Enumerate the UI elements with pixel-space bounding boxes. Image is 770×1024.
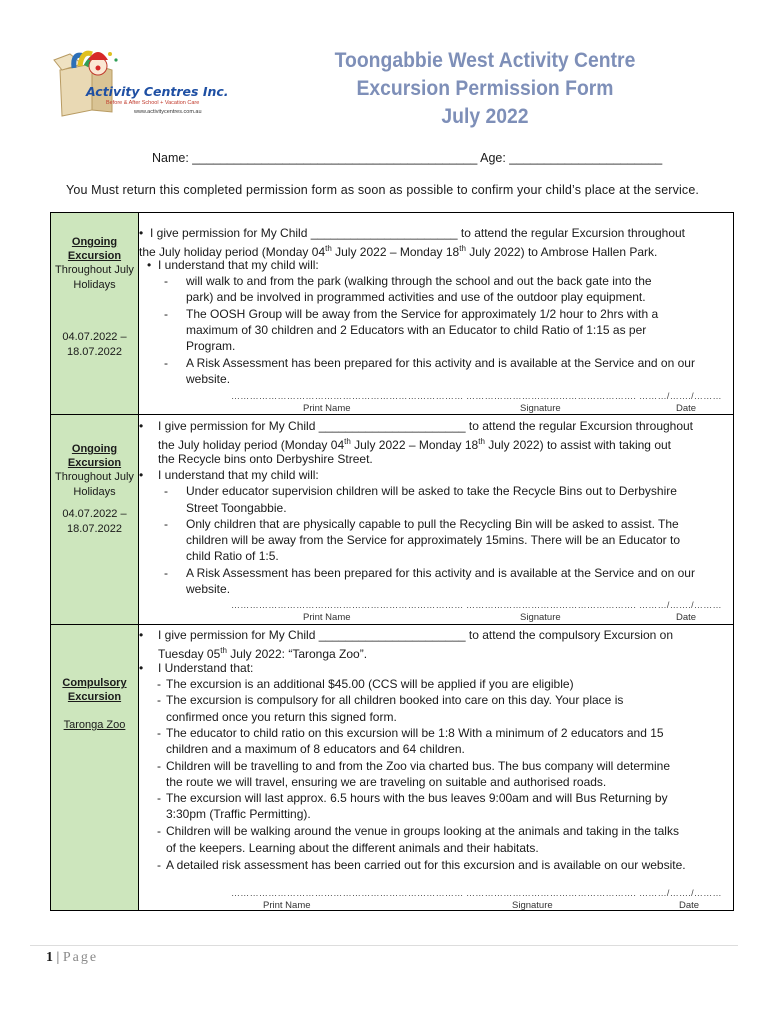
condition-line: - Children will be walking around the venue in groups looking at the animals and taking in the talks [166, 823, 679, 839]
signature-label: Signature [520, 612, 561, 623]
excursion-type-heading: Excursion [67, 691, 122, 703]
permission-text-cell [139, 415, 733, 624]
logo-tagline: Before & After School + Vacation Care [106, 100, 200, 106]
excursion-date: 04.07.2022 – [62, 331, 127, 343]
print-name-field[interactable]: ………………………………………………………………… [231, 600, 464, 610]
excursion-type-heading: Compulsory [62, 677, 127, 689]
condition-line: Program. [186, 339, 236, 353]
date-field[interactable]: ………/……./……… [639, 600, 722, 610]
print-name-field[interactable]: ………………………………………………………………… [231, 888, 464, 898]
permission-line: the Recycle bins onto Derbyshire Street. [158, 452, 373, 466]
permission-line: Tuesday 05th July 2022: “Taronga Zoo”. [158, 646, 368, 661]
return-instruction: You Must return this completed permission form as soon as possible to confirm your child’s place at the service. [66, 183, 700, 197]
name-age-field[interactable]: Name: _________________________________________ Age: ______________________ [152, 151, 663, 165]
excursion-period: Throughout July [55, 264, 134, 276]
condition-line: of the keepers. Learning about the different animals and their habitats. [166, 841, 539, 855]
permission-text-cell [139, 625, 733, 910]
page-label: Page [62, 950, 99, 965]
signature-label: Signature [512, 900, 553, 911]
signature-field[interactable]: ………………………………………………. [466, 391, 637, 401]
form-title [300, 46, 670, 130]
condition-line: - A Risk Assessment has been prepared for this activity and is available at the Service and on our [186, 565, 695, 581]
form-name: Excursion Permission Form [356, 76, 614, 100]
excursion-row-zoo [51, 625, 733, 910]
permission-line: • I give permission for My Child ______________________ to attend the regular Excursion throughout [150, 225, 685, 241]
print-name-label: Print Name [263, 900, 311, 911]
condition-line: park) and be involved in programmed activities and use of the outdoor play equipment. [186, 290, 646, 304]
excursion-date: 18.07.2022 [66, 523, 123, 535]
excursion-date: 04.07.2022 – [62, 508, 127, 520]
excursion-date: 18.07.2022 [66, 346, 123, 358]
excursion-period: Holidays [73, 279, 116, 291]
date-field[interactable]: ………/……./……… [639, 391, 722, 401]
excursion-type-heading: Ongoing [71, 443, 118, 455]
logo-website: www.activitycentres.com.au [134, 109, 202, 115]
condition-line: website. [186, 372, 231, 386]
activity-centres-logo [52, 50, 232, 130]
logo-company-name: Activity Centres Inc. [86, 84, 229, 99]
condition-line: children and a maximum of 8 educators and 64 children. [166, 742, 465, 756]
excursion-row-park [51, 213, 733, 415]
condition-line: the route we will travel, ensuring we are traveling on suitable and authorised roads. [166, 775, 607, 789]
excursion-type-cell [51, 415, 139, 624]
understand-line: • I Understand that: [158, 660, 253, 676]
condition-line: confirmed once you return this signed form. [166, 710, 397, 724]
condition-line: - The OOSH Group will be away from the Service for approximately 1/2 hour to 2hrs with a [186, 306, 658, 322]
excursion-venue: Taronga Zoo [63, 719, 126, 731]
excursion-type-cell [51, 625, 139, 910]
print-name-field[interactable]: ………………………………………………………………… [231, 391, 464, 401]
understand-line: • I understand that my child will: [158, 257, 319, 273]
condition-line: - The excursion will last approx. 6.5 hours with the bus leaves 9:00am and will Bus Returning by [166, 790, 668, 806]
date-label: Date [676, 612, 697, 623]
condition-line: - A detailed risk assessment has been carried out for this excursion and is available on our website. [166, 857, 686, 873]
signature-field[interactable]: ………………………………………………. [466, 600, 637, 610]
excursion-type-heading: Excursion [67, 457, 122, 469]
date-field[interactable]: ………/……./……… [639, 888, 722, 898]
condition-line: Street Toongabbie. [186, 501, 287, 515]
condition-line: - The excursion is compulsory for all children booked into care on this day. Your place is [166, 692, 623, 708]
permission-line: • I give permission for My Child ______________________ to attend the regular Excursion throughout [158, 418, 693, 434]
excursion-row-recycle [51, 415, 733, 625]
signature-field[interactable]: ………………………………………………. [466, 888, 637, 898]
signature-label: Signature [520, 403, 561, 414]
centre-name: Toongabbie West Activity Centre [334, 48, 636, 72]
form-month: July 2022 [441, 104, 529, 128]
understand-line: • I understand that my child will: [158, 467, 319, 483]
condition-line: - A Risk Assessment has been prepared for this activity and is available at the Service and on our [186, 355, 695, 371]
condition-line: - Children will be travelling to and from the Zoo via charted bus. The bus company will determine [166, 758, 670, 774]
condition-line: children will be away from the Service for approximately 15mins. There will be an Educator to [186, 533, 681, 547]
footer-divider [30, 945, 738, 946]
date-label: Date [676, 403, 697, 414]
print-name-label: Print Name [303, 612, 351, 623]
condition-line: child Ratio of 1:5. [186, 549, 279, 563]
condition-line: - will walk to and from the park (walking through the school and out the back gate into the [186, 273, 652, 289]
permission-line: the July holiday period (Monday 04th July 2022 – Monday 18th July 2022) to assist with taking out [158, 437, 671, 452]
excursion-type-cell [51, 213, 139, 414]
permission-line: the July holiday period (Monday 04th July 2022 – Monday 18th July 2022) to Ambrose Hallen Park. [139, 244, 658, 259]
page-number: 1 [46, 950, 53, 965]
condition-line: - The excursion is an additional $45.00 (CCS will be applied if you are eligible) [166, 676, 574, 692]
excursion-period: Holidays [73, 486, 116, 498]
permission-table [50, 212, 734, 911]
condition-line: - The educator to child ratio on this excursion will be 1:8 With a minimum of 2 educators and 15 [166, 725, 664, 741]
condition-line: - Under educator supervision children will be asked to take the Recycle Bins out to Derbyshire [186, 483, 677, 499]
condition-line: maximum of 30 children and 2 Educators with an Educator to child Ratio of 1:15 as per [186, 323, 647, 337]
date-label: Date [679, 900, 700, 911]
print-name-label: Print Name [303, 403, 351, 414]
permission-line: • I give permission for My Child ______________________ to attend the compulsory Excursion on [158, 627, 673, 643]
excursion-period: Throughout July [55, 471, 134, 483]
condition-line: - Only children that are physically capable to pull the Recycling Bin will be asked to assist. The [186, 516, 679, 532]
condition-line: 3:30pm (Traffic Permitting). [166, 807, 311, 821]
excursion-type-heading: Ongoing [71, 236, 118, 248]
excursion-type-heading: Excursion [67, 250, 122, 262]
permission-text-cell [139, 213, 733, 414]
footer-separator: | [56, 950, 60, 965]
condition-line: website. [186, 582, 231, 596]
page-footer [46, 950, 98, 966]
